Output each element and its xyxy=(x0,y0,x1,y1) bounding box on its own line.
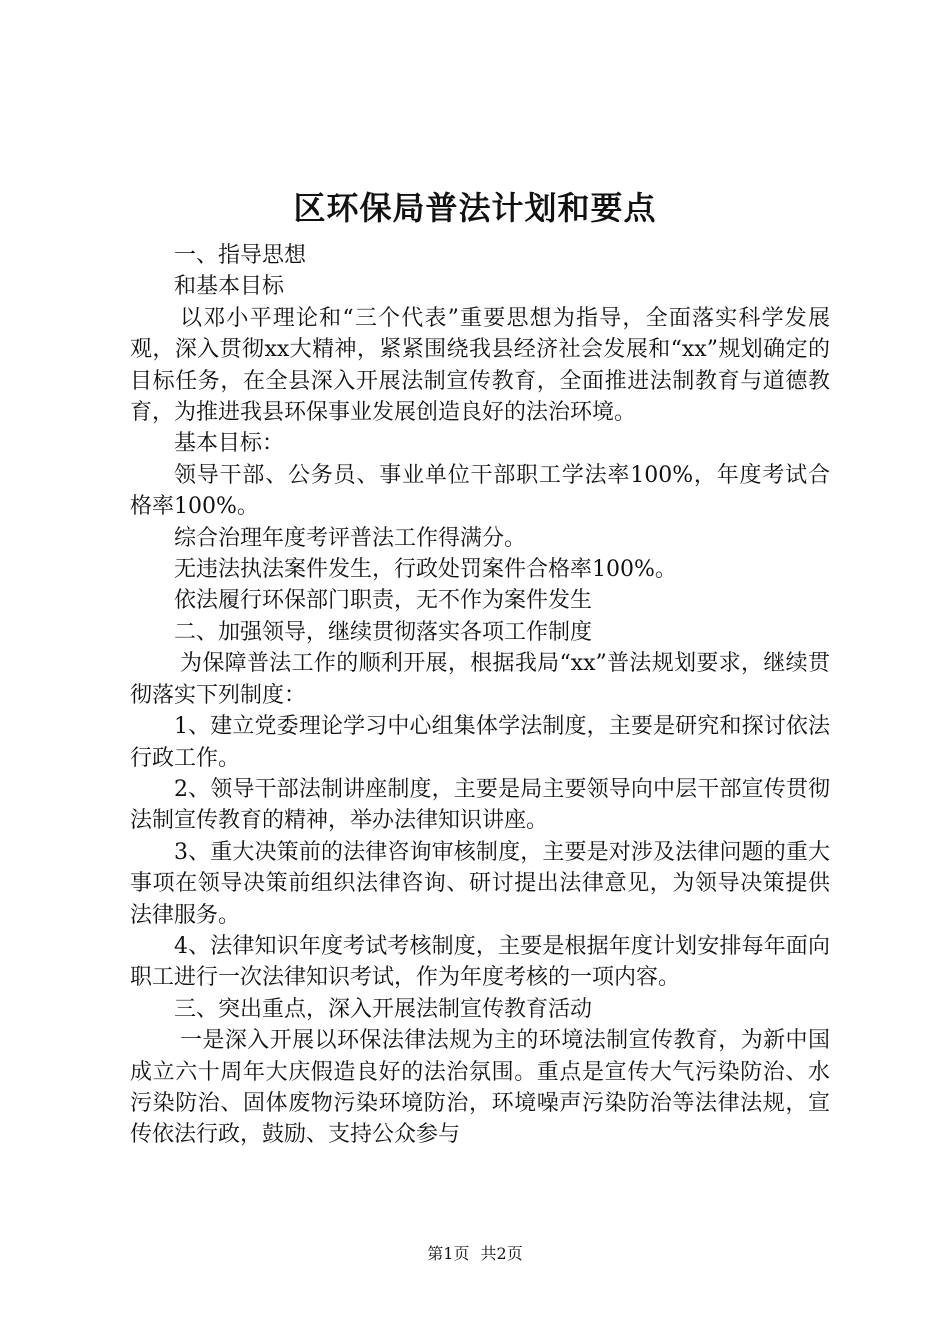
paragraph: 以邓小平理论和“三个代表”重要思想为指导，全面落实科学发展观，深入贯彻xx大精神，紧紧围绕我县经济社会发展和“xx”规划确定的目标任务，在全县深入开展法制宣传教育，全面推进法制教育与道德教育，为推进我县环保事业发展创造良好的法治环境。 xyxy=(130,305,830,426)
document-title: 区环保局普法计划和要点 xyxy=(293,189,657,227)
paragraph: 无违法执法案件发生，行政处罚案件合格率100%。 xyxy=(174,557,677,583)
page-footer xyxy=(0,1243,950,1265)
list-item: 1、建立党委理论学习中心组集体学法制度，主要是研究和探讨依法行政工作。 xyxy=(130,714,830,771)
document-body xyxy=(130,240,830,1151)
section-heading: 一、指导思想 xyxy=(174,243,307,268)
section-heading: 三、突出重点，深入开展法制宣传教育活动 xyxy=(174,996,593,1022)
list-item: 3、重大决策前的法律咨询审核制度，主要是对涉及法律问题的重大事项在领导决策前组织法律咨询、研讨提出法律意见，为领导决策提供法律服务。 xyxy=(130,839,830,928)
page-number: 第1页 xyxy=(427,1244,470,1263)
section-heading: 二、加强领导，继续贯彻落实各项工作制度 xyxy=(174,619,593,645)
paragraph: 依法履行环保部门职责，无不作为案件发生 xyxy=(174,588,593,614)
list-item: 2、领导干部法制讲座制度，主要是局主要领导向中层干部宣传贯彻法制宣传教育的精神，举办法律知识讲座。 xyxy=(130,776,830,834)
paragraph: 综合治理年度考评普法工作得满分。 xyxy=(174,525,527,551)
paragraph: 一是深入开展以环保法律法规为主的环境法制宣传教育，为新中国成立六十周年大庆假造良好的法治氛围。重点是宣传大气污染防治、水污染防治、固体废物污染环境防治，环境噪声污染防治等法律法规，宣传依法行政，鼓励、支持公众参与 xyxy=(130,1028,830,1148)
subheading: 基本目标： xyxy=(174,431,285,457)
list-item: 4、法律知识年度考试考核制度，主要是根据年度计划安排每年面向职工进行一次法律知识考试，作为年度考核的一项内容。 xyxy=(130,933,830,991)
page-total: 共2页 xyxy=(480,1244,523,1263)
subheading: 和基本目标 xyxy=(174,274,285,300)
paragraph: 领导干部、公务员、事业单位干部职工学法率100%，年度考试合格率100%。 xyxy=(130,462,830,520)
paragraph: 为保障普法工作的顺利开展，根据我局“xx”普法规划要求，继续贯彻落实下列制度： xyxy=(130,651,830,708)
